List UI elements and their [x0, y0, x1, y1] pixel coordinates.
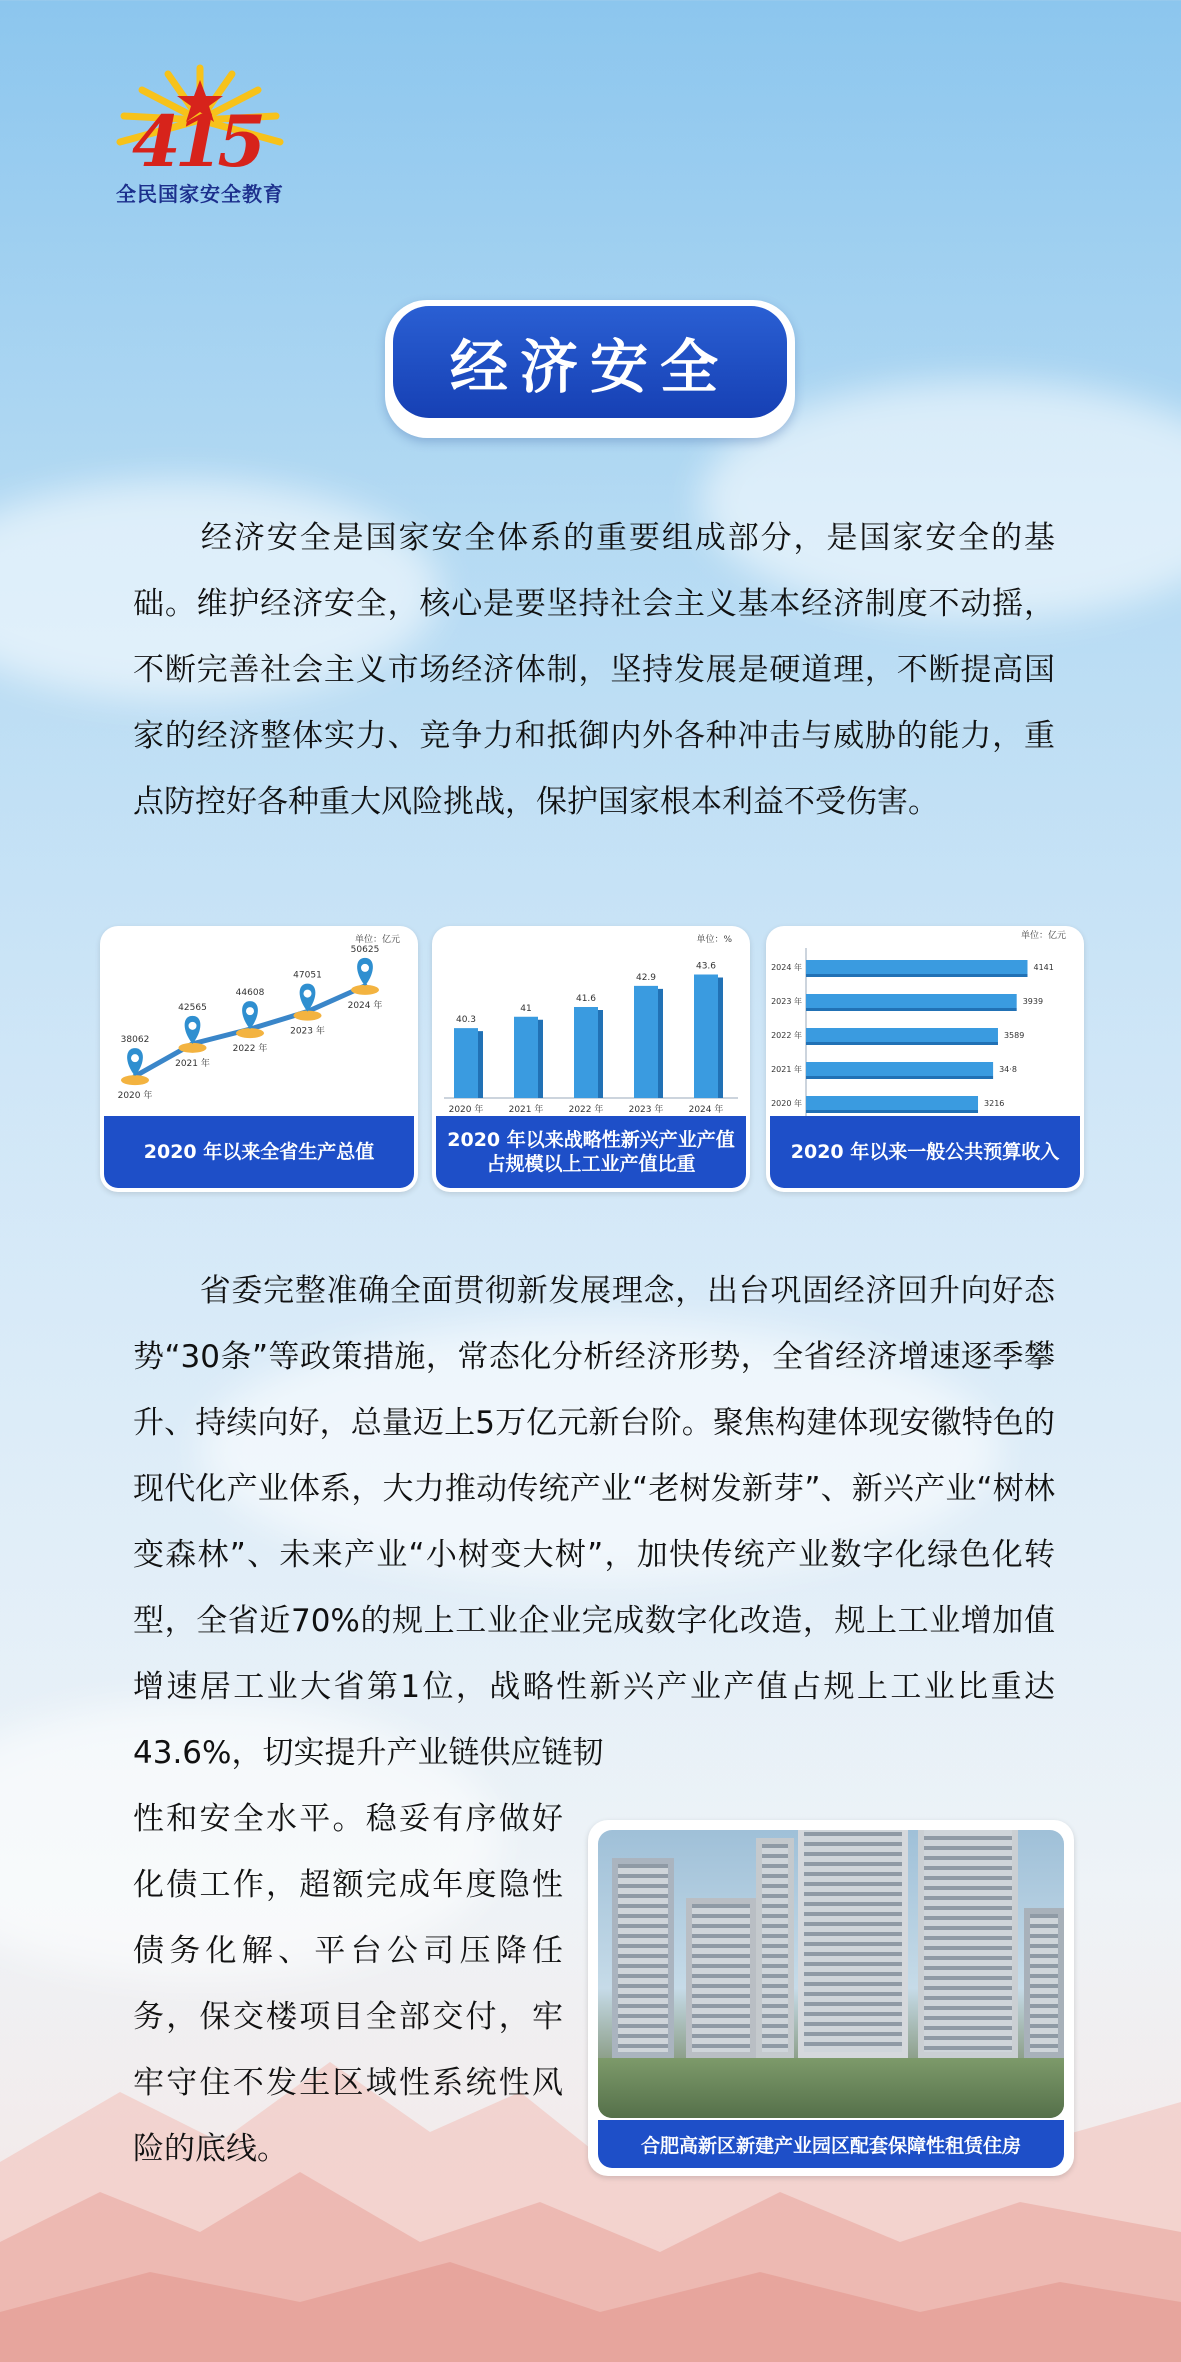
bar	[694, 975, 718, 1099]
data-label: 41	[520, 1003, 532, 1014]
bar	[634, 986, 658, 1098]
y-tick-label: 2023 年	[771, 997, 802, 1006]
pin-dot	[304, 990, 312, 998]
bar-side	[718, 978, 723, 1099]
bar	[806, 1062, 993, 1076]
data-label: 43.6	[695, 961, 717, 972]
bar-shadow	[806, 1110, 978, 1113]
y-tick-label: 2024 年	[771, 963, 802, 972]
chart-unit: 单位：亿元	[354, 935, 400, 945]
data-label: 40.3	[455, 1015, 477, 1026]
bar-side	[658, 989, 663, 1098]
x-tick-label: 2024 年	[688, 1105, 724, 1115]
chart-card-emerging-industry	[432, 926, 750, 1192]
point-base	[294, 1011, 322, 1021]
x-tick-label: 2020 年	[117, 1091, 153, 1102]
data-label: 44608	[235, 988, 265, 999]
x-tick-label: 2023 年	[290, 1026, 325, 1037]
point-base	[179, 1043, 207, 1053]
x-tick-label: 2022 年	[568, 1105, 604, 1115]
chart-unit: 单位：%	[696, 935, 732, 945]
logo	[100, 60, 300, 210]
bar	[806, 1096, 978, 1110]
data-label: 3939	[1022, 997, 1044, 1006]
data-label: 3216	[984, 1099, 1005, 1108]
building-photo	[598, 1830, 1064, 2118]
chart-emerging-industry	[432, 926, 750, 1126]
data-label: 42565	[178, 1002, 207, 1013]
chart-caption: 2020 年以来全省生产总值	[104, 1116, 414, 1188]
y-tick-label: 2022 年	[771, 1031, 802, 1040]
body-tail-text: 性和安全水平。稳妥有序做好化债工作，超额完成年度隐性债务化解、平台公司压降任务，保交楼项目全部交付，牢牢守住不发生区域性系统性风险的底线。	[133, 1801, 563, 2167]
page-title: 经济安全	[449, 333, 730, 401]
data-label: 41.6	[575, 994, 597, 1004]
chart-unit: 单位：亿元	[1020, 931, 1066, 941]
data-point-pin	[185, 1016, 201, 1044]
bar-shadow	[806, 974, 1027, 977]
bar	[806, 1028, 998, 1042]
y-tick-label: 2020 年	[771, 1099, 802, 1108]
page-title-badge	[385, 300, 795, 438]
bar	[574, 1007, 598, 1098]
chart-card-budget-revenue	[766, 926, 1084, 1192]
bar-side	[538, 1020, 543, 1098]
bar-shadow	[806, 1076, 993, 1079]
pin-dot	[189, 1022, 197, 1030]
bar-shadow	[806, 1008, 1017, 1011]
point-base	[351, 985, 379, 995]
x-tick-label: 2024 年	[347, 1000, 383, 1011]
bar	[806, 994, 1017, 1008]
body-paragraph	[133, 1258, 1055, 1786]
data-label: 50625	[350, 944, 380, 955]
photo-caption: 合肥高新区新建产业园区配套保障性租赁住房	[598, 2120, 1064, 2168]
body-text: 省委完整准确全面贯彻新发展理念，出台巩固经济回升向好态势“30条”等政策措施，常态化分析经济形势，全省经济增速逐季攀升、持续向好，总量迈上5万亿元新台阶。聚焦构建体现安徽特色的现代化产业体系，大力推动传统产业“老树发新芽”、新兴产业“树林变森林”、未来产业“小树变大树”，加快传统产业数字化绿色化转型，全省近70%的规上工业企业完成数字化改造，规上工业增加值增速居工业大省第1位，战略性新兴产业产值占规上工业比重达43.6%，切实提升产业链供应链韧	[133, 1273, 1055, 1771]
logo-subtitle: 全民国家安全教育	[116, 182, 284, 206]
x-tick-label: 2021 年	[175, 1058, 210, 1069]
chart-caption: 2020 年以来战略性新兴产业产值占规模以上工业产值比重	[436, 1116, 746, 1188]
data-label: 38062	[120, 1035, 150, 1046]
intro-text: 经济安全是国家安全体系的重要组成部分，是国家安全的基础。维护经济安全，核心是要坚持社会主义基本经济制度不动摇，不断完善社会主义市场经济体制，坚持发展是硬道理，不断提高国家的经济整体实力、竞争力和抵御内外各种冲击与威胁的能力，重点防控好各种重大风险挑战，保护国家根本利益不受伤害。	[133, 520, 1055, 820]
photo-card	[588, 1820, 1074, 2176]
x-tick-label: 2023 年	[628, 1105, 664, 1115]
pin-dot	[131, 1054, 139, 1062]
data-label: 47051	[293, 970, 322, 981]
chart-budget-revenue	[766, 926, 1084, 1126]
y-tick-label: 2021 年	[771, 1065, 802, 1074]
point-base	[236, 1028, 264, 1038]
logo-number: 415	[132, 100, 261, 183]
chart-gdp	[100, 926, 418, 1126]
bar-side	[478, 1031, 483, 1098]
bar	[806, 960, 1027, 974]
bar-shadow	[806, 1042, 998, 1045]
data-label: 34·8	[999, 1065, 1017, 1074]
data-label: 42.9	[635, 972, 657, 983]
data-label: 4141	[1033, 963, 1054, 972]
x-tick-label: 2021 年	[508, 1105, 544, 1115]
bar-side	[598, 1010, 603, 1098]
data-label: 3589	[1003, 1031, 1025, 1040]
bar	[514, 1017, 538, 1098]
x-tick-label: 2022 年	[232, 1044, 268, 1055]
bar	[454, 1028, 478, 1098]
chart-card-gdp	[100, 926, 418, 1192]
pin-dot	[246, 1007, 254, 1015]
x-tick-label: 2020 年	[448, 1105, 484, 1115]
point-base	[121, 1075, 149, 1085]
pin-dot	[361, 964, 369, 972]
chart-caption: 2020 年以来一般公共预算收入	[770, 1116, 1080, 1188]
intro-paragraph	[133, 505, 1055, 835]
body-paragraph-tail	[133, 1786, 563, 2182]
